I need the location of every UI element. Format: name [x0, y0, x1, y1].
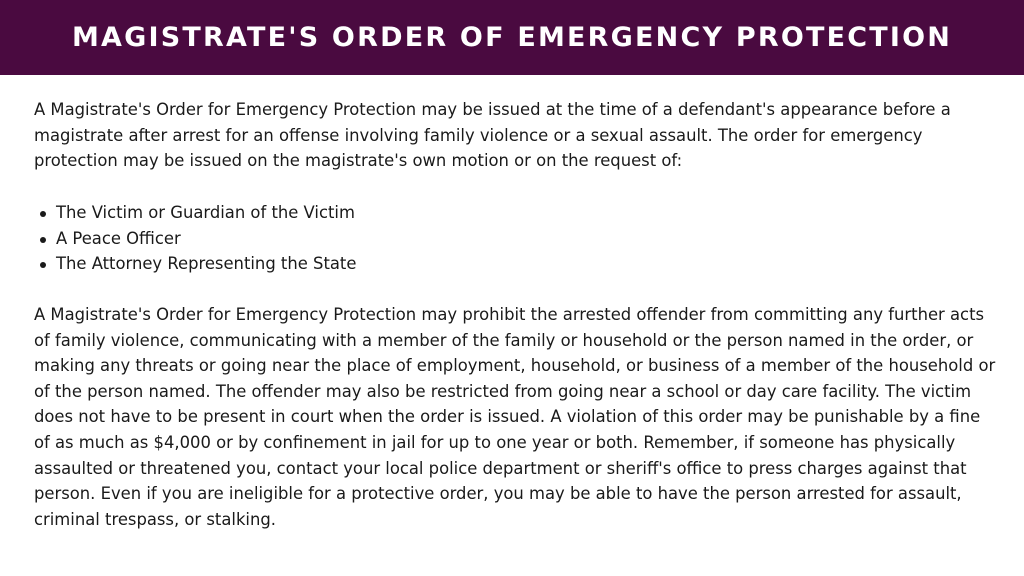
title-banner	[0, 0, 1024, 75]
bullet-icon	[40, 262, 46, 268]
bullet-icon	[40, 211, 46, 217]
details-paragraph: A Magistrate's Order for Emergency Protection may prohibit the arrested offender from committing any further acts of family violence, communicating with a member of the family or household or the person named in the order, or making any threats or going near the place of employment, household, or business of a member of the household or of the person named. The offender may also be restricted from going near a school or day care facility. The victim does not have to be present in court when the order is issued. A violation of this order may be punishable by a fine of as much as $4,000 or by confinement in jail for up to one year or both. Remember, if someone has physically assaulted or threatened you, contact your local police department or sheriff's office to press charges against that person. Even if you are ineligible for a protective order, you may be able to have the person arrested for assault, criminal trespass, or stalking.	[34, 305, 996, 529]
list-item-text: The Attorney Representing the State	[56, 254, 357, 274]
page-title: MAGISTRATE'S ORDER OF EMERGENCY PROTECTION	[71, 22, 953, 53]
intro-paragraph: A Magistrate's Order for Emergency Protection may be issued at the time of a defendant's appearance before a magistrate after arrest for an offense involving family violence or a sexual assault. The order for emergency protection may be issued on the magistrate's own motion or on the request of:	[34, 100, 951, 171]
bullet-icon	[40, 237, 46, 243]
requester-list	[34, 200, 356, 277]
list-item	[34, 251, 356, 277]
list-item	[34, 200, 356, 226]
list-item-text: A Peace Officer	[56, 228, 181, 248]
list-item	[34, 226, 356, 252]
list-item-text: The Victim or Guardian of the Victim	[56, 203, 355, 222]
